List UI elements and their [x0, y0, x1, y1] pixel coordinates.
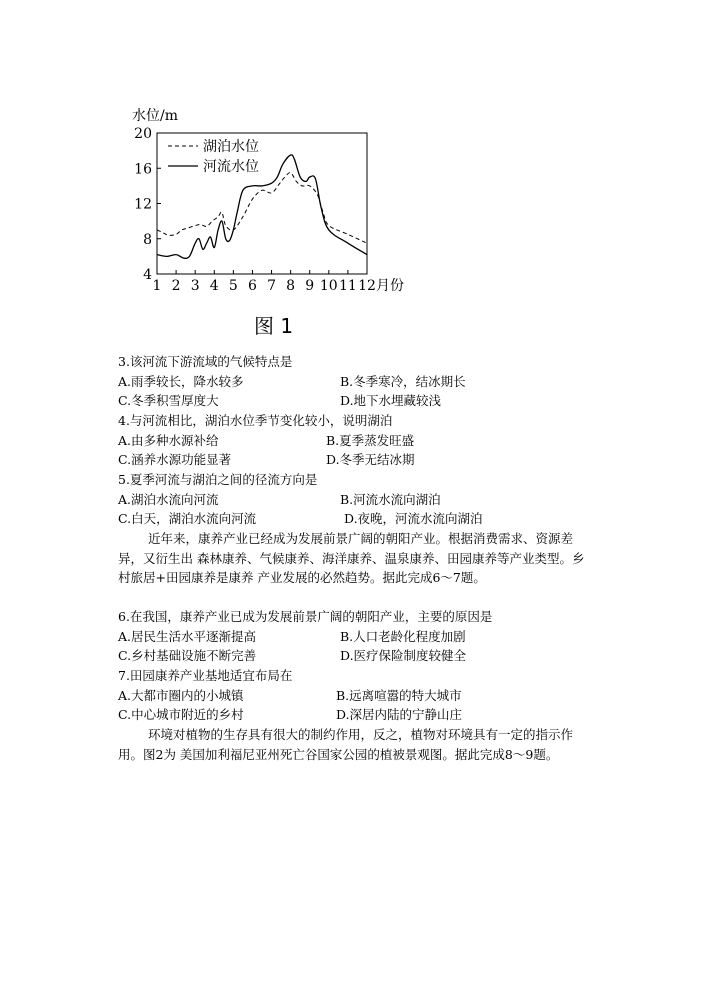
question-3 [118, 352, 466, 411]
option-b: B.人口老龄化程度加剧 [340, 628, 466, 644]
option-a: A.雨季较长，降水较多 [118, 373, 244, 389]
option-d: D.深居内陆的宁静山庄 [336, 707, 463, 723]
figure-caption: 图 1 [254, 314, 294, 338]
x-tick-label: 10 [319, 278, 338, 294]
option-d: D.医疗保险制度较健全 [340, 648, 467, 664]
option-a: A.由多种水源补给 [118, 432, 219, 448]
option-b: B.冬季寒冷，结冰期长 [340, 373, 466, 389]
option-c: C.涵养水源功能显著 [118, 452, 232, 468]
chart-tick-labels [134, 126, 404, 294]
option-a: A.居民生活水平逐渐提高 [118, 628, 257, 644]
option-b: B.夏季蒸发旺盛 [326, 432, 415, 448]
option-c: C.白天，湖泊水流向河流 [118, 511, 257, 527]
chart-series [157, 155, 367, 259]
x-axis-unit: 月份 [376, 278, 404, 294]
legend-lake-label: 湖泊水位 [203, 139, 259, 155]
passage-8-9 [118, 725, 588, 764]
question-stem: 6.在我国，康养产业已成为发展前景广阔的朝阳产业，主要的原因是 [118, 609, 493, 624]
question-stem: 7.田园康养产业基地适宜布局在 [118, 668, 293, 683]
plot-frame [157, 133, 367, 274]
y-tick-label: 20 [134, 126, 152, 142]
passage-6-7 [118, 529, 588, 588]
x-tick-label: 5 [228, 278, 238, 294]
x-tick-label: 12 [358, 278, 376, 294]
option-a: A.大都市圈内的小城镇 [118, 687, 244, 703]
y-tick-label: 8 [143, 231, 152, 248]
x-tick-label: 4 [209, 278, 219, 294]
question-5 [118, 470, 483, 529]
river-level-line [157, 155, 367, 259]
x-tick-label: 11 [338, 278, 357, 294]
water-level-chart [125, 98, 415, 303]
passage-text: 近年来，康养产业已经成为发展前景广阔的朝阳产业。根据消费需求、资源差异，又衍生出 森林康养、气候康养、海洋康养、温泉康养、田园康养等产业类型。乡村旅居+田园康养是康养 产业发展的必然趋势。据此完成6～7题。 [118, 531, 585, 586]
y-tick-label: 4 [143, 267, 152, 283]
option-d: D.冬季无结冰期 [326, 452, 415, 468]
option-a: A.湖泊水流向河流 [118, 491, 219, 507]
y-tick-label: 16 [134, 161, 152, 178]
option-d: D.夜晚，河流水流向湖泊 [344, 511, 483, 527]
question-stem: 4.与河流相比，湖泊水位季节变化较小，说明湖泊 [118, 413, 393, 428]
x-tick-label: 9 [305, 278, 315, 294]
question-stem: 3.该河流下游流域的气候特点是 [118, 354, 293, 369]
y-tick-label: 12 [134, 196, 152, 213]
question-4 [118, 411, 415, 470]
x-tick-label: 6 [247, 278, 257, 294]
x-tick-label: 1 [152, 278, 162, 294]
option-c: C.乡村基础设施不断完善 [118, 648, 257, 664]
chart-legend [168, 138, 259, 175]
y-axis-label: 水位/m [132, 108, 178, 124]
option-c: C.中心城市附近的乡村 [118, 707, 244, 723]
option-d: D.地下水埋藏较浅 [340, 393, 442, 409]
passage-text: 环境对植物的生存具有很大的制约作用，反之，植物对环境具有一定的指示作用。图2为 美国加利福尼亚州死亡谷国家公园的植被景观图。据此完成8～9题。 [118, 727, 574, 762]
option-b: B.河流水流向湖泊 [340, 491, 441, 507]
question-7 [118, 666, 462, 725]
x-tick-label: 7 [267, 278, 277, 294]
x-tick-label: 8 [286, 278, 296, 294]
question-6 [118, 607, 492, 666]
x-tick-label: 3 [190, 278, 200, 294]
chart-axes [157, 133, 367, 274]
lake-level-line [157, 173, 367, 244]
option-c: C.冬季积雪厚度大 [118, 393, 219, 409]
legend-river-label: 河流水位 [203, 159, 259, 175]
question-stem: 5.夏季河流与湖泊之间的径流方向是 [118, 472, 318, 487]
x-tick-label: 2 [171, 278, 181, 294]
option-b: B.远离喧嚣的特大城市 [336, 687, 462, 703]
